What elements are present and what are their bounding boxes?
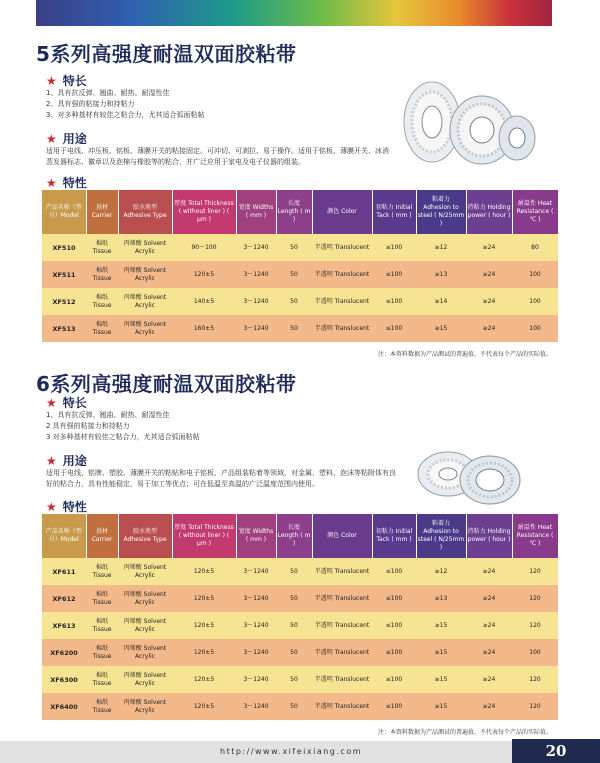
section-series-5 [36, 38, 556, 368]
cell-adhesive: 丙烯酸 Solvent Acrylic [118, 693, 172, 720]
cell-adhesive: 丙烯酸 Solvent Acrylic [118, 234, 172, 261]
usage-heading: ★ 用途 [46, 132, 87, 146]
cell-width: 3～1240 [236, 288, 276, 315]
feature-item: 3、对多种基材有较佳之粘合力，尤其适合弧面粘帖 [46, 111, 205, 119]
cell-width: 3～1240 [236, 558, 276, 585]
cell-adhesion: ≥12 [416, 558, 466, 585]
col-header-adhesion: 粘着力 Adhesion to steel ( N/25mm ) [416, 514, 466, 558]
col-header-adhesion: 粘着力 Adhesion to steel ( N/25mm ) [416, 190, 466, 234]
col-header-holding: 持粘力 Holding power ( hour ) [466, 514, 512, 558]
cell-heat: 120 [512, 612, 558, 639]
cell-adhesive: 丙烯酸 Solvent Acrylic [118, 585, 172, 612]
cell-model: XF513 [42, 315, 86, 342]
col-header-thickness: 厚度 Total Thickness ( without liner ) ( μm ) [172, 190, 236, 234]
cell-model: XF510 [42, 234, 86, 261]
website-link[interactable]: http://www.xifeixiang.com [220, 747, 362, 756]
cell-adhesive: 丙烯酸 Solvent Acrylic [118, 288, 172, 315]
col-header-length: 长度 Length ( m ) [276, 514, 312, 558]
features-heading: ★ 特长 [46, 396, 87, 410]
col-header-tack: 初粘力 Initial Tack ( mm ) [372, 190, 416, 234]
col-header-adhesive: 胶水类型 Adhesive Type [118, 514, 172, 558]
cell-tack: ≤100 [372, 261, 416, 288]
features-heading: ★ 特长 [46, 74, 87, 88]
cell-adhesive: 丙烯酸 Solvent Acrylic [118, 639, 172, 666]
col-header-length: 长度 Length ( m ) [276, 190, 312, 234]
cell-thickness: 120±5 [172, 558, 236, 585]
cell-thickness: 140±5 [172, 288, 236, 315]
table-note: 注：本资料数据为产品测试的普遍值，不代表每个产品的实际值。 [377, 351, 552, 358]
star-icon: ★ [46, 454, 57, 468]
star-icon: ★ [46, 176, 57, 190]
cell-carrier: 棉纸 Tissue [86, 288, 118, 315]
table-row [42, 585, 558, 612]
table-row [42, 693, 558, 720]
cell-color: 半透明 Translucent [312, 261, 372, 288]
cell-carrier: 棉纸 Tissue [86, 558, 118, 585]
features-list [46, 410, 376, 443]
cell-length: 50 [276, 585, 312, 612]
cell-adhesion: ≥14 [416, 288, 466, 315]
col-header-thickness: 厚度 Total Thickness ( without liner ) ( μm ) [172, 514, 236, 558]
feature-item: 1、具有抗反弹、翘曲、耐热、耐湿性佳 [46, 89, 170, 97]
cell-color: 半透明 Translucent [312, 585, 372, 612]
col-header-color: 颜色 Color [312, 190, 372, 234]
cell-holding: ≥24 [466, 315, 512, 342]
spec-table [42, 190, 559, 342]
col-header-holding: 持粘力 Holding power ( hour ) [466, 190, 512, 234]
usage-heading: ★ 用途 [46, 454, 87, 468]
cell-length: 50 [276, 666, 312, 693]
cell-heat: 80 [512, 234, 558, 261]
section-series-6 [36, 368, 556, 738]
spec-table [42, 514, 559, 720]
cell-width: 3～1240 [236, 315, 276, 342]
cell-color: 半透明 Translucent [312, 693, 372, 720]
feature-item: 2、具有强的粘接力和持粘力 [46, 100, 135, 108]
cell-adhesion: ≥13 [416, 585, 466, 612]
cell-width: 3～1240 [236, 666, 276, 693]
cell-tack: ≤100 [372, 693, 416, 720]
tape-rolls-photo [408, 440, 528, 510]
feature-item: 1、具有抗反弹、翘曲、耐热、耐湿性佳 [46, 411, 170, 419]
col-header-tack: 初粘力 Initial Tack ( mm ) [372, 514, 416, 558]
cell-adhesive: 丙烯酸 Solvent Acrylic [118, 612, 172, 639]
cell-carrier: 棉纸 Tissue [86, 315, 118, 342]
cell-color: 半透明 Translucent [312, 288, 372, 315]
spec-heading: ★ 特性 [46, 176, 87, 190]
star-icon: ★ [46, 74, 57, 88]
top-color-bar [36, 0, 552, 26]
cell-length: 50 [276, 558, 312, 585]
cell-carrier: 棉纸 Tissue [86, 585, 118, 612]
cell-color: 半透明 Translucent [312, 666, 372, 693]
table-row [42, 558, 558, 585]
cell-thickness: 120±5 [172, 585, 236, 612]
cell-carrier: 棉纸 Tissue [86, 261, 118, 288]
cell-length: 50 [276, 315, 312, 342]
cell-holding: ≥24 [466, 234, 512, 261]
feature-item: 3 对多种基材有较佳之粘合力，尤其适合弧面粘帖 [46, 433, 200, 441]
cell-adhesive: 丙烯酸 Solvent Acrylic [118, 261, 172, 288]
tape-rolls-photo [392, 70, 542, 170]
star-icon: ★ [46, 396, 57, 410]
cell-model: XF511 [42, 261, 86, 288]
cell-carrier: 棉纸 Tissue [86, 612, 118, 639]
cell-model: XF6400 [42, 693, 86, 720]
cell-adhesion: ≥15 [416, 612, 466, 639]
cell-model: XF612 [42, 585, 86, 612]
page-number: 20 [512, 739, 600, 763]
cell-holding: ≥24 [466, 666, 512, 693]
col-header-adhesive: 胶水类型 Adhesive Type [118, 190, 172, 234]
features-list [46, 88, 376, 121]
cell-adhesion: ≥15 [416, 315, 466, 342]
cell-tack: ≤100 [372, 612, 416, 639]
cell-width: 3～1240 [236, 261, 276, 288]
table-row [42, 612, 558, 639]
col-header-carrier: 基材 Carrier [86, 514, 118, 558]
cell-tack: ≤100 [372, 234, 416, 261]
cell-tack: ≤100 [372, 315, 416, 342]
cell-holding: ≥24 [466, 612, 512, 639]
cell-adhesion: ≥15 [416, 639, 466, 666]
table-row [42, 639, 558, 666]
cell-adhesion: ≥13 [416, 261, 466, 288]
section-title: 5系列高强度耐温双面胶粘带 [36, 42, 297, 66]
spec-heading: ★ 特性 [46, 500, 87, 514]
cell-heat: 100 [512, 261, 558, 288]
cell-holding: ≥24 [466, 558, 512, 585]
cell-carrier: 棉纸 Tissue [86, 234, 118, 261]
table-row [42, 288, 558, 315]
cell-carrier: 棉纸 Tissue [86, 639, 118, 666]
cell-thickness: 120±5 [172, 666, 236, 693]
cell-length: 50 [276, 261, 312, 288]
cell-adhesive: 丙烯酸 Solvent Acrylic [118, 315, 172, 342]
cell-length: 50 [276, 693, 312, 720]
table-header-row [42, 514, 558, 558]
cell-carrier: 棉纸 Tissue [86, 666, 118, 693]
cell-length: 50 [276, 288, 312, 315]
cell-heat: 120 [512, 693, 558, 720]
cell-length: 50 [276, 639, 312, 666]
cell-width: 3～1240 [236, 693, 276, 720]
table-note: 注：本资料数据为产品测试的普遍值，不代表每个产品的实际值。 [377, 729, 552, 736]
col-header-model: 产品名称（型号）Model [42, 190, 86, 234]
cell-holding: ≥24 [466, 693, 512, 720]
cell-tack: ≤100 [372, 639, 416, 666]
table-header-row [42, 190, 558, 234]
cell-heat: 120 [512, 585, 558, 612]
cell-heat: 100 [512, 288, 558, 315]
cell-thickness: 120±5 [172, 639, 236, 666]
section-title: 6系列高强度耐温双面胶粘带 [36, 372, 297, 396]
cell-color: 半透明 Translucent [312, 558, 372, 585]
cell-width: 3～1240 [236, 585, 276, 612]
cell-width: 3～1240 [236, 639, 276, 666]
usage-text: 适用于电线、铭牌、塑胶、薄膜开关的粘贴和电子铭板，产品组装粘着等领域，对金属、塑料、泡沫等粘附体有良好的粘合力，具有性能稳定，易于加工等优点；可在低温至高温的广泛温度范围内使用。 [46, 469, 396, 488]
cell-carrier: 棉纸 Tissue [86, 693, 118, 720]
cell-adhesion: ≥12 [416, 234, 466, 261]
cell-model: XF613 [42, 612, 86, 639]
star-icon: ★ [46, 132, 57, 146]
cell-tack: ≤100 [372, 288, 416, 315]
cell-adhesive: 丙烯酸 Solvent Acrylic [118, 666, 172, 693]
col-header-heat: 耐温性 Heat Resistance ( ℃ ) [512, 190, 558, 234]
cell-color: 半透明 Translucent [312, 612, 372, 639]
cell-adhesion: ≥15 [416, 693, 466, 720]
cell-adhesive: 丙烯酸 Solvent Acrylic [118, 558, 172, 585]
cell-tack: ≤100 [372, 666, 416, 693]
cell-tack: ≤100 [372, 585, 416, 612]
col-header-heat: 耐温性 Heat Resistance ( ℃ ) [512, 514, 558, 558]
cell-holding: ≥24 [466, 288, 512, 315]
cell-adhesion: ≥15 [416, 666, 466, 693]
col-header-carrier: 基材 Carrier [86, 190, 118, 234]
cell-color: 半透明 Translucent [312, 639, 372, 666]
cell-length: 50 [276, 234, 312, 261]
table-row [42, 261, 558, 288]
cell-thickness: 160±5 [172, 315, 236, 342]
cell-model: XF6200 [42, 639, 86, 666]
usage-text: 适用于电线、冲压板、铭板、薄膜开关的粘接固定。可冲切、可剥拉、易于操作。适用于铭板、薄膜开关、冰消蒸发器标志、徽章以及泡棉与橡胶等的粘合，并广泛应用于家电及电子仪器的组装。 [46, 147, 389, 166]
cell-length: 50 [276, 612, 312, 639]
table-row [42, 315, 558, 342]
col-header-width: 宽度 Widths ( mm ) [236, 514, 276, 558]
cell-heat: 120 [512, 558, 558, 585]
feature-item: 2 具有强的粘接力和持粘力 [46, 422, 130, 430]
cell-model: XF512 [42, 288, 86, 315]
cell-model: XF611 [42, 558, 86, 585]
cell-holding: ≥24 [466, 639, 512, 666]
cell-thickness: 120±5 [172, 693, 236, 720]
cell-heat: 100 [512, 639, 558, 666]
cell-heat: 120 [512, 666, 558, 693]
cell-width: 3～1240 [236, 612, 276, 639]
cell-color: 半透明 Translucent [312, 315, 372, 342]
cell-tack: ≤100 [372, 558, 416, 585]
cell-model: XF6300 [42, 666, 86, 693]
col-header-model: 产品名称（型号）Model [42, 514, 86, 558]
table-row [42, 666, 558, 693]
cell-width: 3～1240 [236, 234, 276, 261]
col-header-color: 颜色 Color [312, 514, 372, 558]
cell-color: 半透明 Translucent [312, 234, 372, 261]
table-row [42, 234, 558, 261]
cell-thickness: 120±5 [172, 261, 236, 288]
cell-thickness: 120±5 [172, 612, 236, 639]
cell-thickness: 90～100 [172, 234, 236, 261]
cell-heat: 100 [512, 315, 558, 342]
col-header-width: 宽度 Widths ( mm ) [236, 190, 276, 234]
cell-holding: ≥24 [466, 585, 512, 612]
cell-holding: ≥24 [466, 261, 512, 288]
star-icon: ★ [46, 500, 57, 514]
